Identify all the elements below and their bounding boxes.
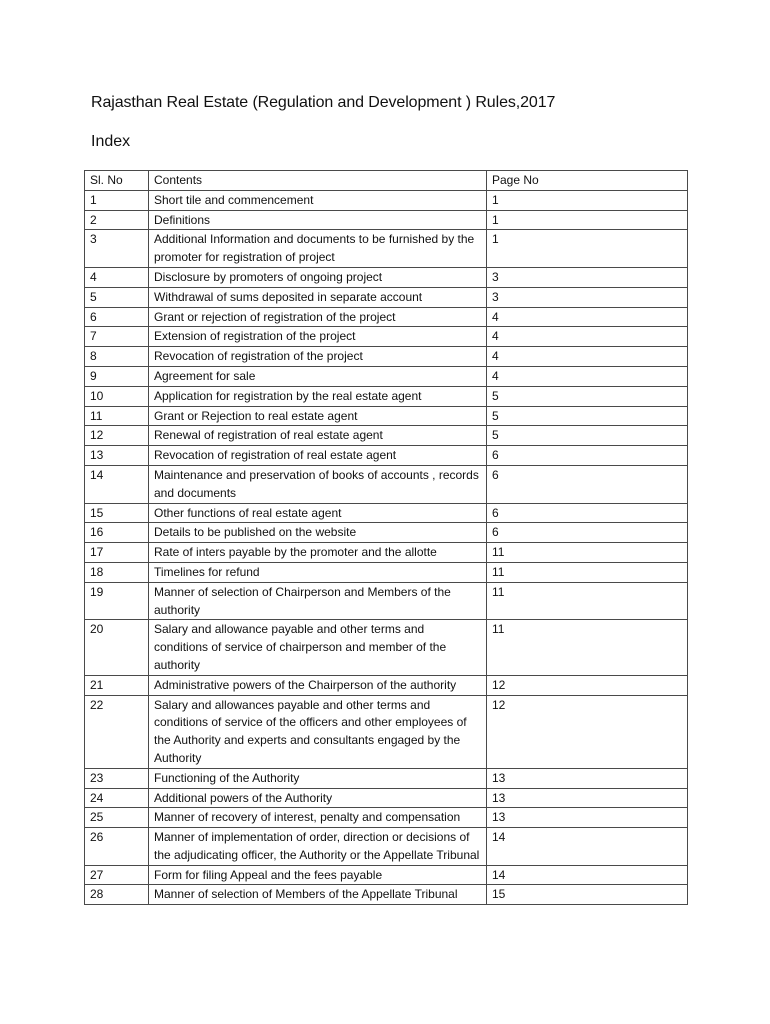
row-page-no: 6 <box>487 446 688 466</box>
row-page-no: 13 <box>487 788 688 808</box>
row-sl-no: 8 <box>85 347 149 367</box>
row-sl-no: 5 <box>85 287 149 307</box>
row-sl-no: 4 <box>85 267 149 287</box>
row-page-no: 5 <box>487 386 688 406</box>
row-contents: Revocation of registration of the project <box>149 347 487 367</box>
row-contents: Administrative powers of the Chairperson of the authority <box>149 675 487 695</box>
row-page-no: 4 <box>487 366 688 386</box>
row-contents: Details to be published on the website <box>149 523 487 543</box>
table-header-row <box>85 171 688 191</box>
row-sl-no: 3 <box>85 230 149 268</box>
row-sl-no: 15 <box>85 503 149 523</box>
row-sl-no: 18 <box>85 562 149 582</box>
table-row <box>85 865 688 885</box>
row-sl-no: 20 <box>85 620 149 675</box>
row-page-no: 1 <box>487 190 688 210</box>
table-row <box>85 307 688 327</box>
row-page-no: 4 <box>487 347 688 367</box>
row-sl-no: 26 <box>85 828 149 866</box>
row-contents: Application for registration by the real estate agent <box>149 386 487 406</box>
row-contents: Functioning of the Authority <box>149 768 487 788</box>
row-sl-no: 13 <box>85 446 149 466</box>
row-page-no: 3 <box>487 267 688 287</box>
table-row <box>85 675 688 695</box>
row-contents: Rate of inters payable by the promoter and the allotte <box>149 543 487 563</box>
row-contents: Grant or Rejection to real estate agent <box>149 406 487 426</box>
row-page-no: 5 <box>487 406 688 426</box>
table-row <box>85 768 688 788</box>
table-row <box>85 465 688 503</box>
row-sl-no: 10 <box>85 386 149 406</box>
row-page-no: 14 <box>487 828 688 866</box>
row-page-no: 6 <box>487 523 688 543</box>
row-page-no: 3 <box>487 287 688 307</box>
row-page-no: 12 <box>487 695 688 768</box>
table-row <box>85 366 688 386</box>
table-row <box>85 885 688 905</box>
table-row <box>85 347 688 367</box>
row-sl-no: 14 <box>85 465 149 503</box>
row-contents: Agreement for sale <box>149 366 487 386</box>
row-contents: Maintenance and preservation of books of accounts , records and documents <box>149 465 487 503</box>
row-sl-no: 7 <box>85 327 149 347</box>
row-contents: Form for filing Appeal and the fees payable <box>149 865 487 885</box>
row-contents: Manner of implementation of order, direction or decisions of the adjudicating officer, the Authority or the Appellate Tribunal <box>149 828 487 866</box>
header-contents: Contents <box>149 171 487 191</box>
row-contents: Manner of selection of Chairperson and Members of the authority <box>149 582 487 620</box>
index-heading: Index <box>91 133 131 150</box>
table-row <box>85 582 688 620</box>
table-row <box>85 808 688 828</box>
row-page-no: 12 <box>487 675 688 695</box>
table-row <box>85 210 688 230</box>
table-row <box>85 267 688 287</box>
row-page-no: 6 <box>487 465 688 503</box>
row-page-no: 11 <box>487 543 688 563</box>
row-page-no: 15 <box>487 885 688 905</box>
row-contents: Manner of recovery of interest, penalty and compensation <box>149 808 487 828</box>
table-row <box>85 406 688 426</box>
table-row <box>85 543 688 563</box>
header-sl-no: Sl. No <box>85 171 149 191</box>
row-sl-no: 28 <box>85 885 149 905</box>
row-contents: Grant or rejection of registration of the project <box>149 307 487 327</box>
table-row <box>85 523 688 543</box>
row-page-no: 13 <box>487 808 688 828</box>
table-row <box>85 828 688 866</box>
row-sl-no: 11 <box>85 406 149 426</box>
row-page-no: 11 <box>487 562 688 582</box>
table-row <box>85 562 688 582</box>
row-sl-no: 16 <box>85 523 149 543</box>
row-contents: Renewal of registration of real estate agent <box>149 426 487 446</box>
row-contents: Salary and allowance payable and other terms and conditions of service of chairperson and member of the authority <box>149 620 487 675</box>
row-sl-no: 17 <box>85 543 149 563</box>
row-sl-no: 24 <box>85 788 149 808</box>
row-contents: Definitions <box>149 210 487 230</box>
row-contents: Additional Information and documents to be furnished by the promoter for registration of project <box>149 230 487 268</box>
row-contents: Salary and allowances payable and other terms and conditions of service of the officers and other employees of the Authority and experts and consultants engaged by the Authority <box>149 695 487 768</box>
row-sl-no: 6 <box>85 307 149 327</box>
row-contents: Extension of registration of the project <box>149 327 487 347</box>
row-page-no: 5 <box>487 426 688 446</box>
table-row <box>85 695 688 768</box>
row-page-no: 1 <box>487 230 688 268</box>
table-row <box>85 788 688 808</box>
table-row <box>85 190 688 210</box>
header-page-no: Page No <box>487 171 688 191</box>
document-title: Rajasthan Real Estate (Regulation and Development ) Rules,2017 <box>91 94 556 111</box>
row-sl-no: 2 <box>85 210 149 230</box>
row-page-no: 13 <box>487 768 688 788</box>
table-row <box>85 620 688 675</box>
row-sl-no: 23 <box>85 768 149 788</box>
row-page-no: 1 <box>487 210 688 230</box>
row-sl-no: 1 <box>85 190 149 210</box>
table-row <box>85 287 688 307</box>
row-contents: Withdrawal of sums deposited in separate account <box>149 287 487 307</box>
table-row <box>85 327 688 347</box>
row-page-no: 14 <box>487 865 688 885</box>
row-contents: Additional powers of the Authority <box>149 788 487 808</box>
row-page-no: 11 <box>487 620 688 675</box>
row-page-no: 4 <box>487 307 688 327</box>
row-page-no: 11 <box>487 582 688 620</box>
row-page-no: 4 <box>487 327 688 347</box>
row-sl-no: 22 <box>85 695 149 768</box>
row-sl-no: 21 <box>85 675 149 695</box>
row-contents: Timelines for refund <box>149 562 487 582</box>
row-page-no: 6 <box>487 503 688 523</box>
row-sl-no: 25 <box>85 808 149 828</box>
row-contents: Manner of selection of Members of the Appellate Tribunal <box>149 885 487 905</box>
table-row <box>85 503 688 523</box>
table-row <box>85 386 688 406</box>
row-contents: Disclosure by promoters of ongoing project <box>149 267 487 287</box>
table-row <box>85 426 688 446</box>
index-table <box>84 170 688 905</box>
row-sl-no: 12 <box>85 426 149 446</box>
row-contents: Revocation of registration of real estate agent <box>149 446 487 466</box>
row-contents: Short tile and commencement <box>149 190 487 210</box>
row-sl-no: 19 <box>85 582 149 620</box>
row-sl-no: 27 <box>85 865 149 885</box>
index-table-body <box>85 190 688 904</box>
row-sl-no: 9 <box>85 366 149 386</box>
row-contents: Other functions of real estate agent <box>149 503 487 523</box>
table-row <box>85 230 688 268</box>
table-row <box>85 446 688 466</box>
